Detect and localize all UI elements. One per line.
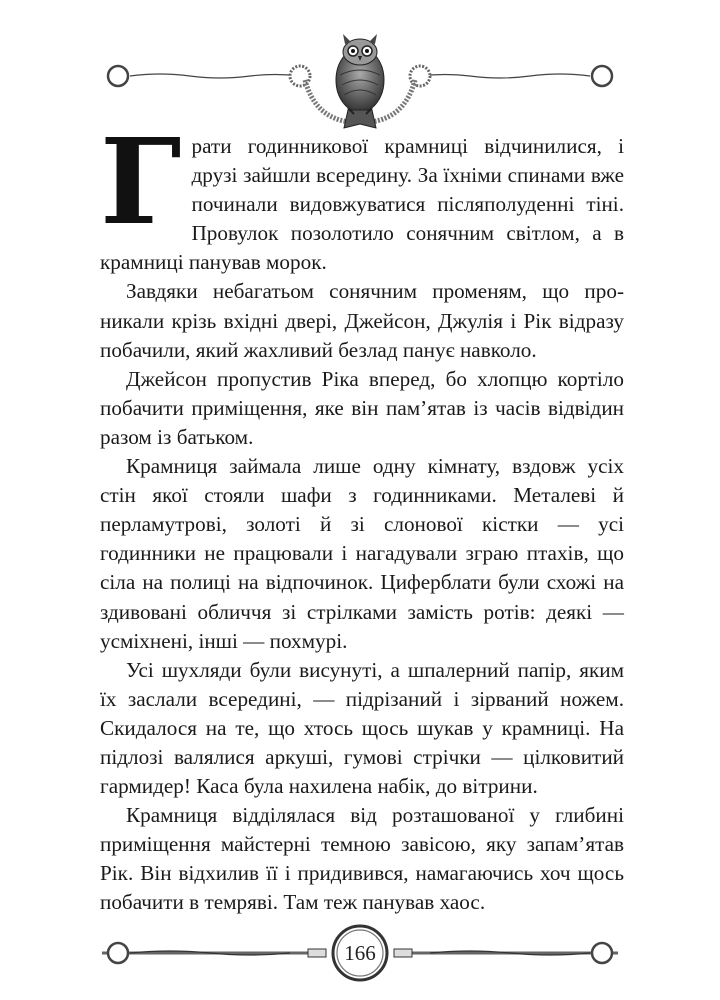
chapter-text	[100, 112, 624, 918]
paragraph: Крамниця відділялася від розташованої у глибині приміщення майстерні темною завісою, яку запам’ятав Рік. Він відхилив її і придивився, намагаючись хоч щось побачити в темряві. Там теж панував хаос.	[100, 803, 624, 915]
paragraph: Усі шухляди були висунуті, а шпалерний папір, яким їх заслали всередині, — підрізаний і зірваний ножем. Скидалося на те, що хтось щось шукав у крамниці. На підлозі валялися аркуші, гумові стрічки — цілковитий гармидер! Каса була нахилена набік, до вітрини.	[100, 657, 624, 799]
page-number: 166	[344, 941, 376, 965]
paragraph: Крамниця займала лише одну кімнату, вздовж усіх стін якої стояли шафи з годинниками. Металеві й перламутрові, золоті й зі слонової кістки — усі годинники не працювали і нагадували зграю птахів, що сіла на полиці на відпочинок. Циферблати були схожі на здивовані обличчя зі стрілками замість ротів: деякі — усміхнені, інші — похмурі.	[100, 454, 624, 653]
paragraph: Джейсон пропустив Ріка вперед, бо хлопцю кортіло побачити приміщення, яке він пам’ятав із часів відвідин разом із батьком.	[100, 366, 624, 449]
drop-cap: Г	[100, 112, 182, 251]
paragraph: Грати годинникової крамниці відчинилися, і друзі зайшли всередину. За їхніми спинами вже починали видовжуватися післяполуденні тіні. Провулок позолотило сонячним світлом, а в крамниці панував морок.	[100, 112, 624, 275]
paragraph: Завдяки небагатьом сонячним променям, що проникали крізь вхідні двері, Джейсон, Джулія і Рік відразу побачили, який жахливий безлад панує навколо.	[100, 279, 624, 362]
footer-ornament	[100, 918, 620, 988]
